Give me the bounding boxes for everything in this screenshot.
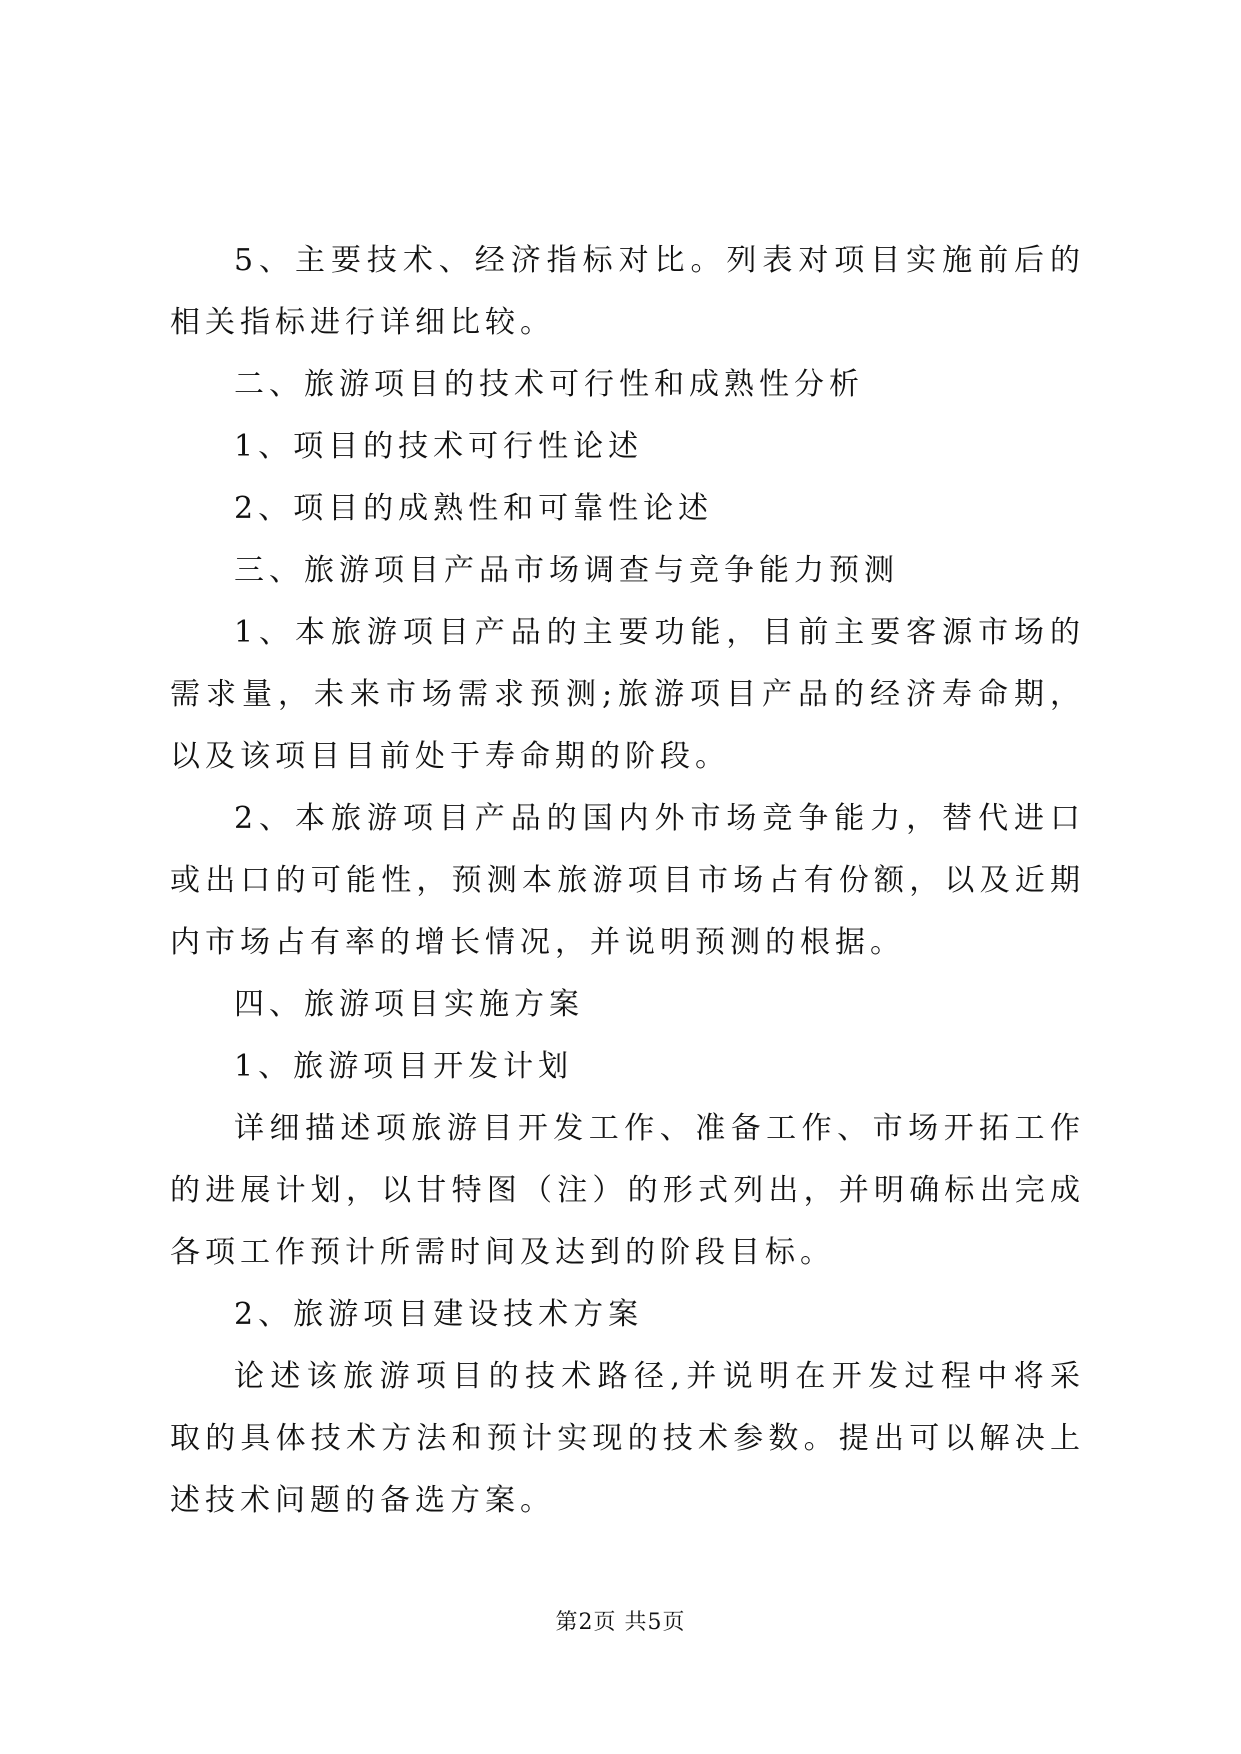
paragraph-technical-path: 论述该旅游项目的技术路径,并说明在开发过程中将采取的具体技术方法和预计实现的技术参数。提出可以解决上述技术问题的备选方案。 <box>170 1359 1085 1518</box>
item-maturity-reliability: 2、项目的成熟性和可靠性论述 <box>234 491 714 526</box>
item-technical-feasibility: 1、项目的技术可行性论述 <box>234 429 644 464</box>
paragraph-development-details: 详细描述项旅游目开发工作、准备工作、市场开拓工作的进展计划，以甘特图（注）的形式列出，并明确标出完成各项工作预计所需时间及达到的阶段目标。 <box>170 1111 1085 1270</box>
paragraph-product-functions: 1、本旅游项目产品的主要功能，目前主要客源市场的需求量，未来市场需求预测;旅游项目产品的经济寿命期，以及该项目目前处于寿命期的阶段。 <box>170 615 1085 774</box>
heading-market-survey: 三、旅游项目产品市场调查与竞争能力预测 <box>234 553 899 588</box>
paragraph-market-competitiveness: 2、本旅游项目产品的国内外市场竞争能力，替代进口或出口的可能性，预测本旅游项目市场占有份额，以及近期内市场占有率的增长情况，并说明预测的根据。 <box>170 801 1085 960</box>
heading-technical-feasibility: 二、旅游项目的技术可行性和成熟性分析 <box>234 367 864 402</box>
heading-implementation-plan: 四、旅游项目实施方案 <box>234 987 584 1022</box>
paragraph-indicator-comparison: 5、主要技术、经济指标对比。列表对项目实施前后的相关指标进行详细比较。 <box>170 243 1085 340</box>
item-technical-scheme: 2、旅游项目建设技术方案 <box>234 1297 644 1332</box>
document-body <box>170 230 1085 1532</box>
item-development-plan: 1、旅游项目开发计划 <box>234 1049 574 1084</box>
page-number-footer: 第2页 共5页 <box>555 1610 686 1635</box>
